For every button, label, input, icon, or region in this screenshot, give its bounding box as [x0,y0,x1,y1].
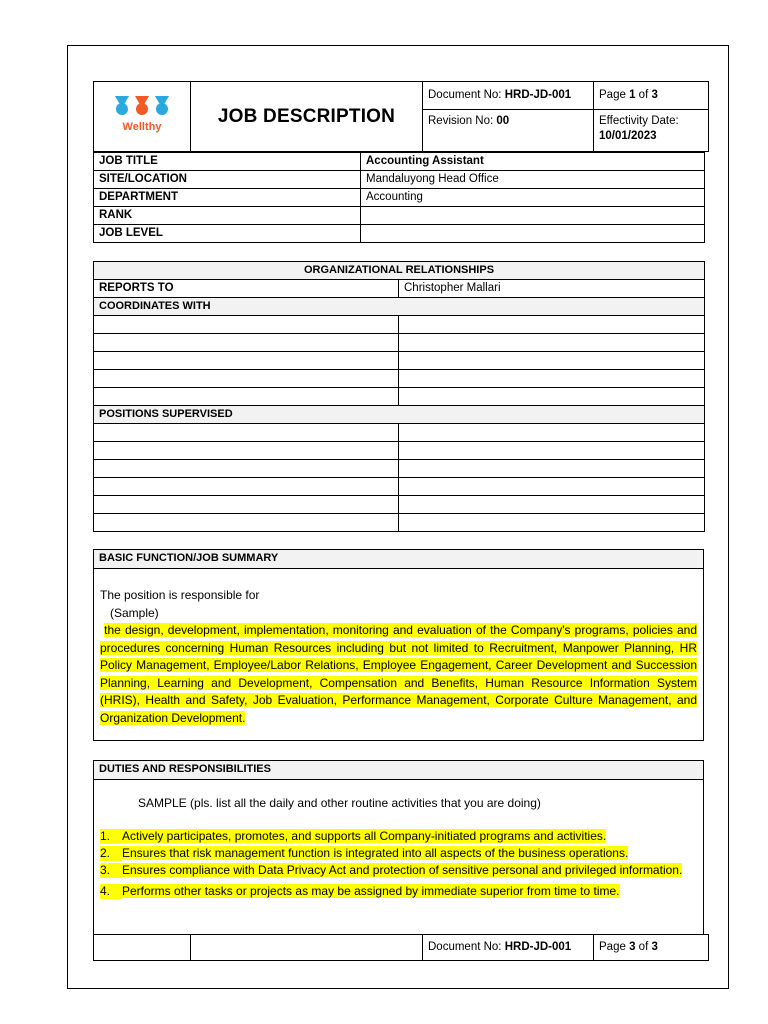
positions-supervised-heading: POSITIONS SUPERVISED [94,406,705,424]
rank-label: RANK [94,207,361,225]
footer-document-no: Document No: HRD-JD-001 [423,935,594,961]
job-title-value: Accounting Assistant [361,153,705,171]
job-info-row [94,171,705,189]
duty-item: 3. Ensures compliance with Data Privacy Act and protection of sensitive personal and privileged information. [100,863,683,877]
supervised-row [94,460,705,478]
summary-paragraph: the design, development, implementation, monitoring and evaluation of the Company's programs, policies and procedures concerning Human Resources including but not limited to Recruitment, Manpower Planning, HR Policy Management, Employee/Labor Relations, Employee Engagement, Career Development and Succession Planning, Learning and Development, Compensation and Benefits, Human Resource Information System (HRIS), Health and Safety, Job Evaluation, Performance Management, Corporate Culture Management, and Organization Development. [100,623,697,725]
coordinates-row [94,316,705,334]
job-summary-section [93,549,704,741]
header-page-number: Page 1 of 3 [594,82,709,110]
logo [94,82,191,152]
summary-sample-label: (Sample) [110,605,159,620]
org-relationships-heading: ORGANIZATIONAL RELATIONSHIPS [94,262,705,280]
document-footer [93,934,709,961]
job-level-label: JOB LEVEL [94,225,361,243]
job-info-row [94,153,705,171]
coordinates-row [94,370,705,388]
department-label: DEPARTMENT [94,189,361,207]
job-summary-body [94,569,703,727]
coordinates-row [94,352,705,370]
document-header [93,81,709,152]
duty-item: 1. Actively participates, promotes, and supports all Company-initiated programs and activities. [100,829,607,843]
coordinates-row [94,388,705,406]
supervised-row [94,478,705,496]
summary-intro: The position is responsible for [100,588,260,602]
supervised-row [94,496,705,514]
job-info-row [94,225,705,243]
job-info-row [94,207,705,225]
duties-list [94,811,703,899]
job-title-label: JOB TITLE [94,153,361,171]
footer-page-number: Page 3 of 3 [594,935,709,961]
header-revision-no: Revision No: 00 [423,110,594,152]
document-title: JOB DESCRIPTION [191,82,423,152]
supervised-row [94,514,705,532]
coordinates-row [94,334,705,352]
document-page [67,45,729,989]
reports-to-label: REPORTS TO [94,280,399,298]
wellthy-logo-icon [111,92,173,136]
job-info-row [94,189,705,207]
site-location-label: SITE/LOCATION [94,171,361,189]
supervised-row [94,424,705,442]
duties-intro: SAMPLE (pls. list all the daily and other routine activities that you are doing) [138,796,541,810]
job-summary-heading: BASIC FUNCTION/JOB SUMMARY [94,550,703,569]
job-info-table [93,152,705,243]
reports-to-value: Christopher Mallari [399,280,705,298]
duties-heading: DUTIES AND RESPONSIBILITIES [94,761,703,780]
duty-item: 4. Performs other tasks or projects as may be assigned by immediate superior from time to time. [100,884,620,898]
header-effectivity-date: Effectivity Date: 10/01/2023 [594,110,709,152]
department-value: Accounting [361,189,705,207]
duties-section [93,760,704,934]
job-level-value [361,225,705,243]
org-relationships-table [93,261,705,532]
site-location-value: Mandaluyong Head Office [361,171,705,189]
coordinates-with-heading: COORDINATES WITH [94,298,705,316]
logo-wordmark: Wellthy [122,120,162,133]
rank-value [361,207,705,225]
supervised-row [94,442,705,460]
duty-item: 2. Ensures that risk management function is integrated into all aspects of the business operations. [100,846,629,860]
header-document-no: Document No: HRD-JD-001 [423,82,594,110]
